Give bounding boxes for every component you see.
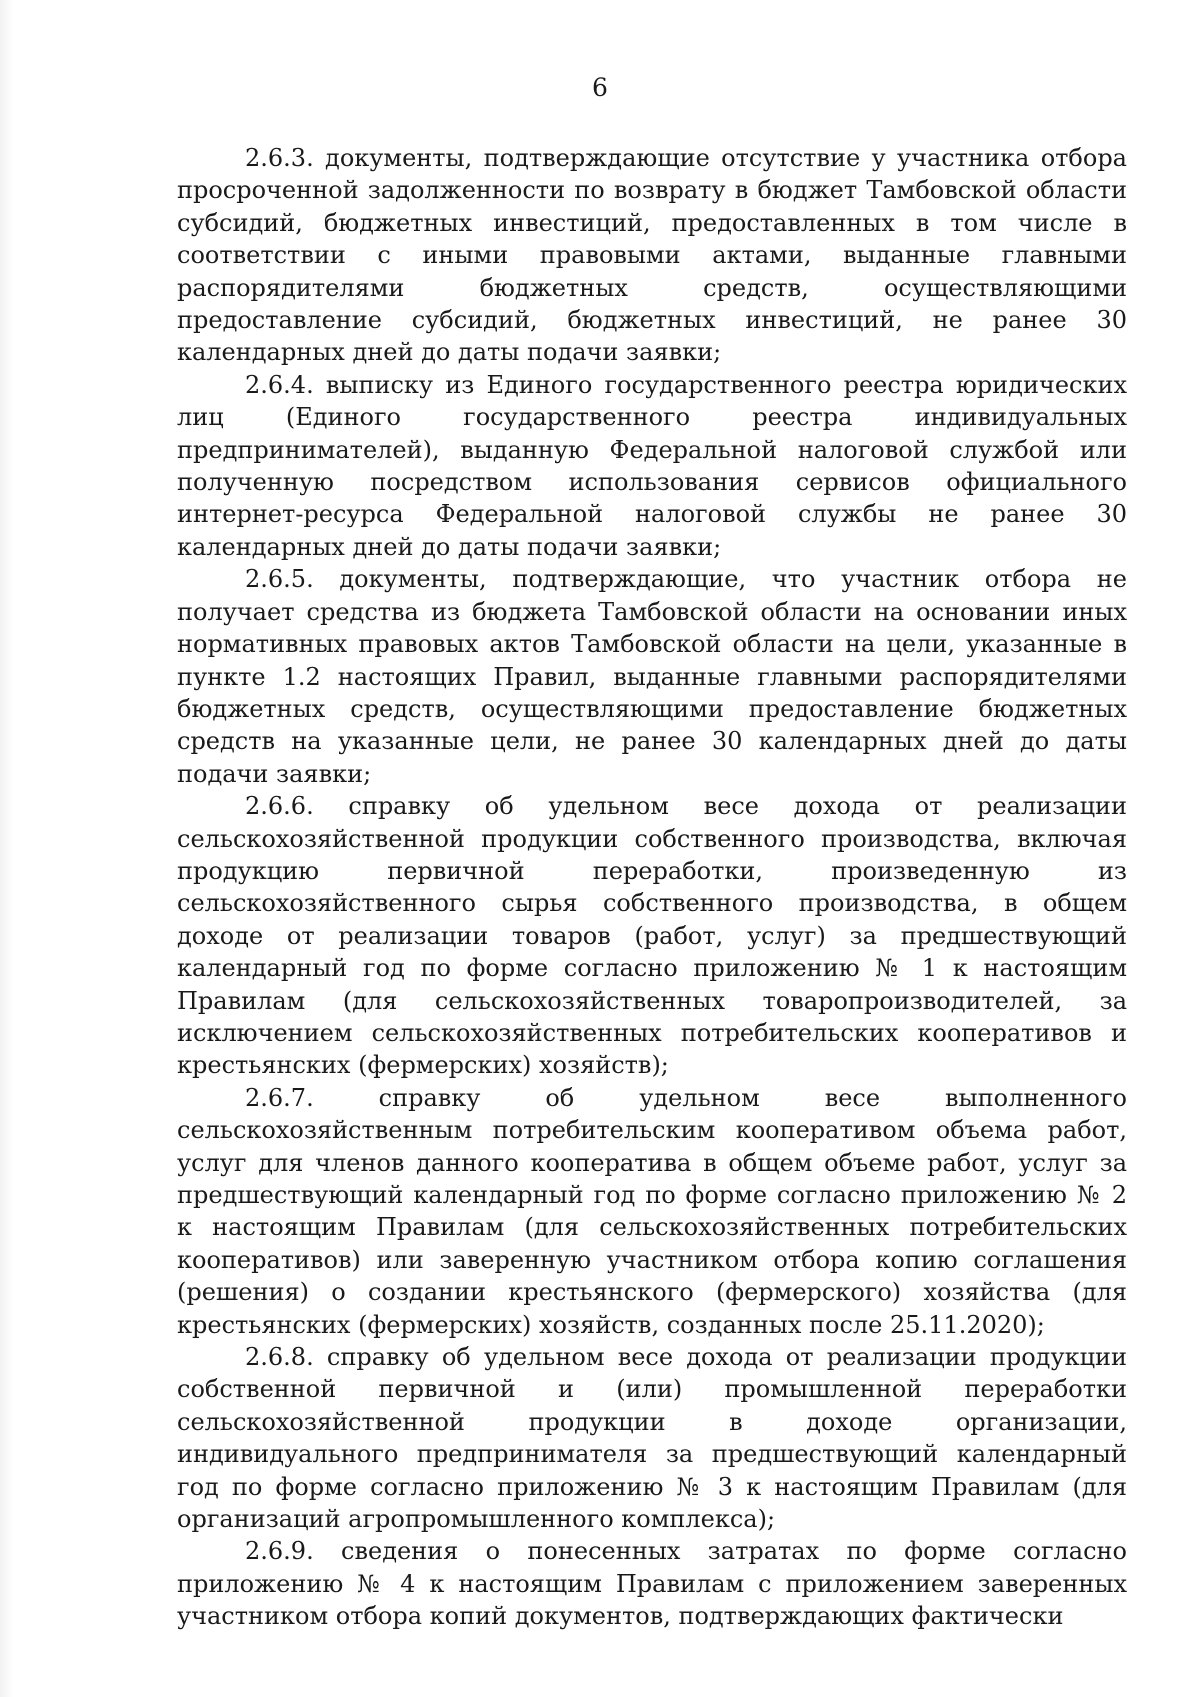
paragraph-2-6-3: 2.6.3. документы, подтверждающие отсутствие у участника отбора просроченной задолженности по возврату в бюджет Тамбовской области субсидий, бюджетных инвестиций, предоставленных в том числе в соответствии с иными правовыми актами, выданные главными распорядителями бюджетных средств, осуществляющими предоставление субсидий, бюджетных инвестиций, не ранее 30 календарных дней до даты подачи заявки; bbox=[177, 144, 1127, 367]
paragraph-2-6-7: 2.6.7. справку об удельном весе выполненного сельскохозяйственным потребительским кооперативом объема работ, услуг для членов данного кооператива в общем объеме работ, услуг за предшествующий календарный год по форме согласно приложению № 2 к настоящим Правилам (для сельскохозяйственных потребительских кооперативов) или заверенную участником отбора копию соглашения (решения) о создании крестьянского (фермерского) хозяйства (для крестьянских (фермерских) хозяйств, созданных после 25.11.2020); bbox=[177, 1083, 1127, 1339]
paragraph-2-6-4: 2.6.4. выписку из Единого государственного реестра юридических лиц (Единого государственного реестра индивидуальных предпринимателей), выданную Федеральной налоговой службой или полученную посредством использования сервисов официального интернет-ресурса Федеральной налоговой службы не ранее 30 календарных дней до даты подачи заявки; bbox=[177, 370, 1127, 561]
document-body bbox=[177, 142, 1127, 1633]
paragraph-2-6-5: 2.6.5. документы, подтверждающие, что участник отбора не получает средства из бюджета Тамбовской области на основании иных нормативных правовых актов Тамбовской области на цели, указанные в пункте 1.2 настоящих Правил, выданные главными распорядителями бюджетных средств, осуществляющими предоставление бюджетных средств на указанные цели, не ранее 30 календарных дней до даты подачи заявки; bbox=[177, 565, 1127, 788]
paragraph-2-6-6: 2.6.6. справку об удельном весе дохода от реализации сельскохозяйственной продукции собственного производства, включая продукцию первичной переработки, произведенную из сельскохозяйственного сырья собственного производства, в общем доходе от реализации товаров (работ, услуг) за предшествующий календарный год по форме согласно приложению № 1 к настоящим Правилам (для сельскохозяйственных товаропроизводителей, за исключением сельскохозяйственных потребительских кооперативов и крестьянских (фермерских) хозяйств); bbox=[177, 792, 1127, 1080]
paragraph-2-6-8: 2.6.8. справку об удельном весе дохода от реализации продукции собственной первичной и (или) промышленной переработки сельскохозяйственной продукции в доходе организации, индивидуального предпринимателя за предшествующий календарный год по форме согласно приложению № 3 к настоящим Правилам (для организаций агропромышленного комплекса); bbox=[177, 1343, 1127, 1534]
scan-edge-shadow bbox=[0, 0, 14, 1697]
page-number: 6 bbox=[592, 73, 608, 102]
paragraph-2-6-9: 2.6.9. сведения о понесенных затратах по форме согласно приложению № 4 к настоящим Правилам с приложением заверенных участником отбора копий документов, подтверждающих фактически bbox=[177, 1537, 1127, 1631]
